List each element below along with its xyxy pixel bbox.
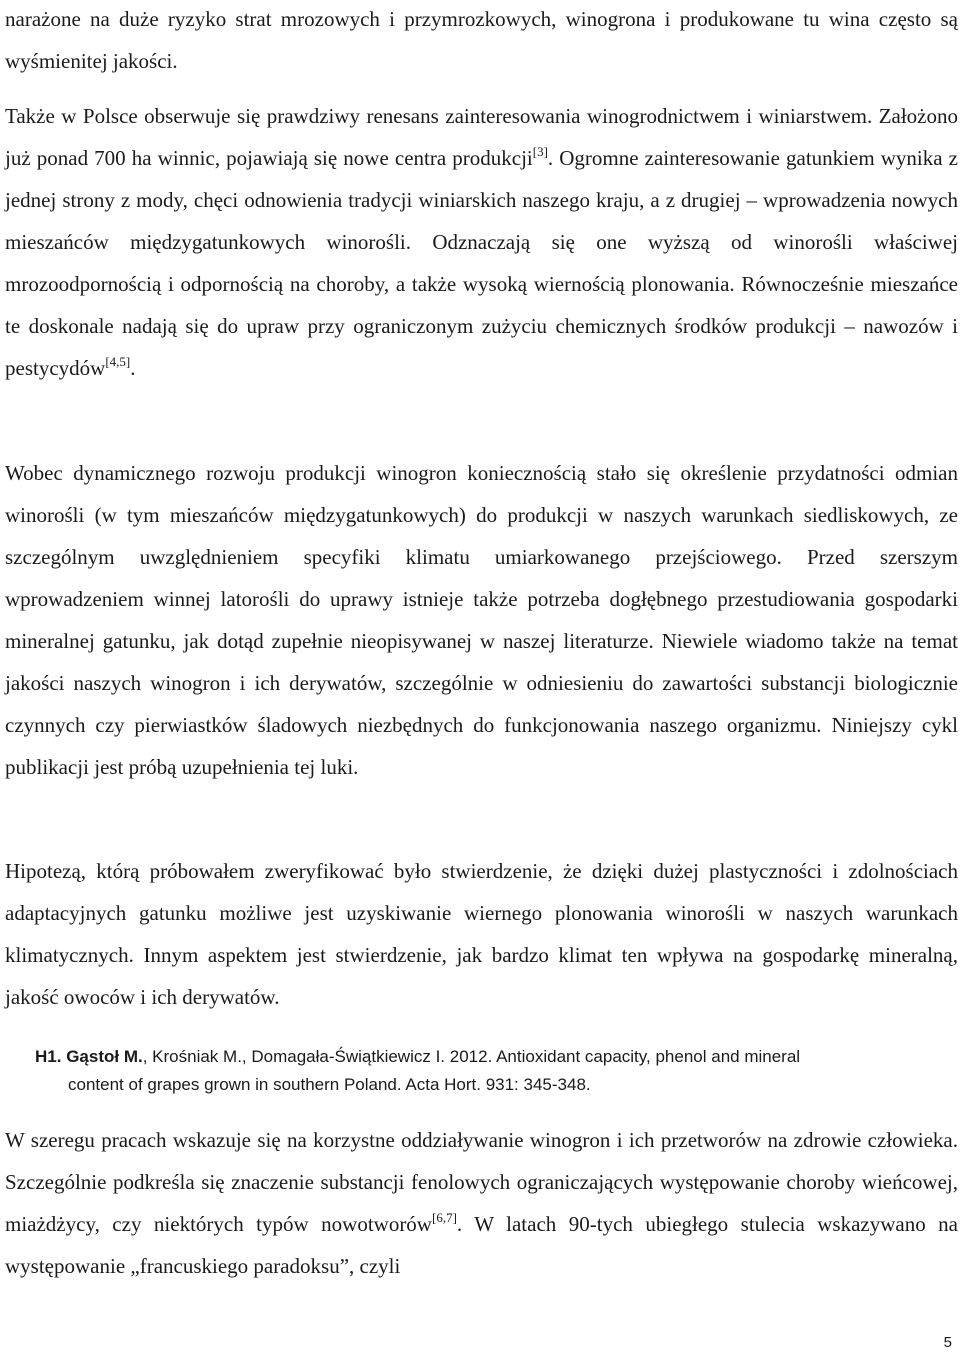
- paragraph-text: narażone na duże ryzyko strat mrozowych i przymrozkowych, winogrona i produkowane tu wina często są wyśmienitej jakości.: [5, 7, 958, 73]
- paragraph-research-need: [5, 452, 958, 788]
- paragraph-text: .: [130, 356, 136, 380]
- publication-reference: [35, 1043, 955, 1099]
- citation-ref: [3]: [532, 144, 548, 159]
- citation-ref: [4,5]: [105, 354, 131, 369]
- paragraph-hypothesis: [5, 850, 958, 1018]
- paragraph-text: . W latach 90-tych ubiegłego stulecia wskazywano na występowanie „francuskiego paradoksu”, czyli: [5, 1212, 959, 1278]
- paragraph-text: W szeregu pracach wskazuje się na korzystne oddziaływanie winogron i ich przetworów na zdrowie człowieka. Szczególnie podkreśla się znaczenie substancji fenolowych ograniczających występowanie choroby wieńcowej, miażdżycy, czy niektórych typów nowotworów: [5, 1128, 958, 1236]
- publication-citation-line1: , Krośniak M., Domagała-Świątkiewicz I. 2012. Antioxidant capacity, phenol and mineral: [142, 1047, 801, 1066]
- paragraph-text: Hipotezą, którą próbowałem zweryfikować było stwierdzenie, że dzięki dużej plastyczności i zdolnościach adaptacyjnych gatunku możliwe jest uzyskiwanie wiernego plonowania winorośli w naszych warunkach klimatycznych. Innym aspektem jest stwierdzenie, jak bardzo klimat ten wpływa na gospodarkę mineralną, jakość owoców i ich derywatów.: [5, 859, 958, 1009]
- publication-citation-line2: content of grapes grown in southern Poland. Acta Hort. 931: 345-348.: [68, 1075, 591, 1094]
- page-number: 5: [943, 1334, 952, 1351]
- paragraph-health-benefits: [5, 1119, 958, 1287]
- paragraph-intro: [5, 0, 958, 82]
- paragraph-text: Także w Polsce obserwuje się prawdziwy renesans zainteresowania winogrodnictwem i winiarstwem. Założono już ponad 700 ha winnic, pojawiają się nowe centra produkcji: [5, 104, 958, 170]
- paragraph-text: Wobec dynamicznego rozwoju produkcji winogron koniecznością stało się określenie przydatności odmian winorośli (w tym mieszańców międzygatunkowych) do produkcji w naszych warunkach siedliskowych, ze szczególnym uwzględnieniem specyfiki klimatu umiarkowanego przejściowego. Przed szerszym wprowadzeniem winnej latorośli do uprawy istnieje także potrzeba dogłębnego przestudiowania gospodarki mineralnej gatunku, jak dotąd zupełnie nieopisywanej w naszej literaturze. Niewiele wiadomo także na temat jakości naszych winogron i ich derywatów, szczególnie w odniesieniu do zawartości substancji biologicznie czynnych czy pierwiastków śladowych niezbędnych do funkcjonowania naszego organizmu. Niniejszy cykl publikacji jest próbą uzupełnienia tej luki.: [5, 461, 958, 779]
- paragraph-text: . Ogromne zainteresowanie gatunkiem wynika z jednej strony z mody, chęci odnowienia tradycji winiarskich naszego kraju, a z drugiej – wprowadzenia nowych mieszańców międzygatunkowych winorośli. Odznaczają się one wyższą od winorośli właściwej mrozoodpornością i odpornością na choroby, a także wysoką wiernością plonowania. Równocześnie mieszańce te doskonale nadają się do upraw przy ograniczonym zużyciu chemicznych środków produkcji – nawozów i pestycydów: [5, 146, 958, 380]
- publication-code: H1.: [35, 1047, 62, 1066]
- paragraph-poland-viticulture: [5, 95, 958, 389]
- publication-lead-author: Gąstoł M.: [66, 1047, 143, 1066]
- citation-ref: [6,7]: [431, 1210, 457, 1225]
